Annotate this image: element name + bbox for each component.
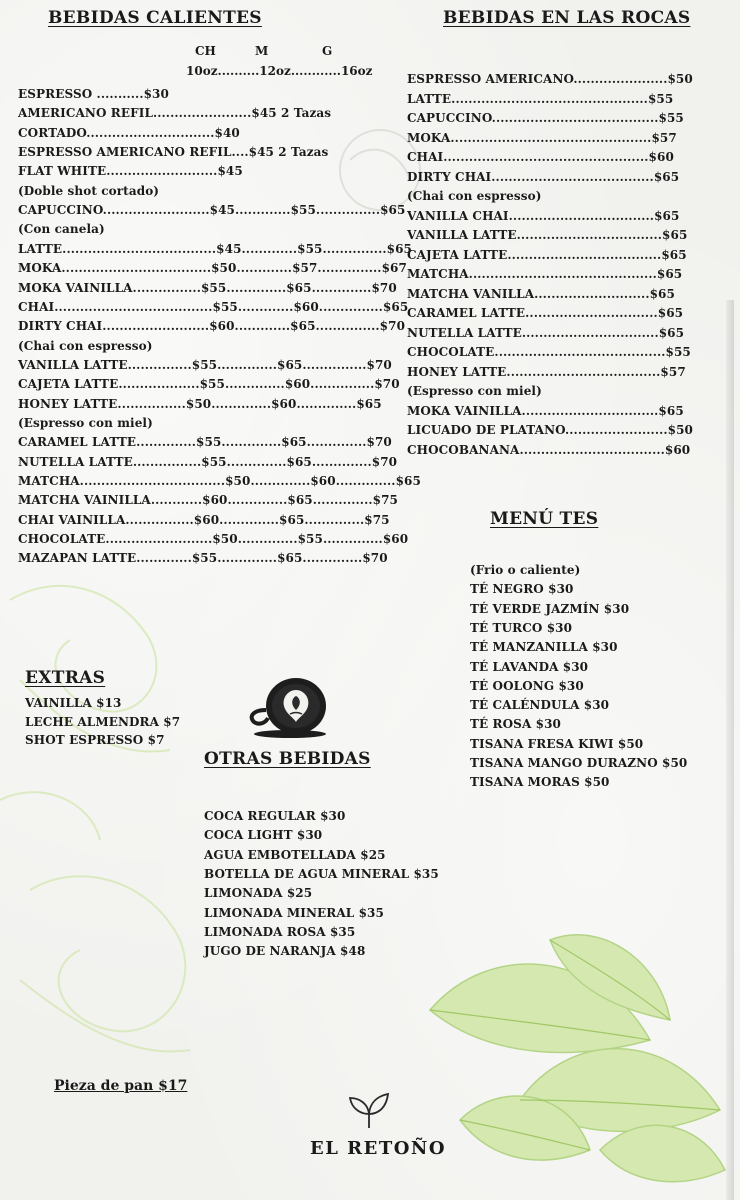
hot-drink-line: FLAT WHITE..........................$45 bbox=[18, 164, 243, 179]
iced-drink-line: CAJETA LATTE....................................$65 bbox=[407, 247, 687, 262]
tea-line: TÉ TURCO $30 bbox=[470, 620, 573, 635]
other-drink-line: AGUA EMBOTELLADA $25 bbox=[204, 847, 386, 862]
other-drink-line: JUGO DE NARANJA $48 bbox=[204, 944, 366, 959]
hot-drink-line: HONEY LATTE................$50..............$60..............$65 bbox=[18, 396, 382, 411]
other-drink-line: BOTELLA DE AGUA MINERAL $35 bbox=[204, 866, 439, 881]
tea-line: TÉ CALÉNDULA $30 bbox=[470, 698, 610, 713]
page-edge-shadow bbox=[726, 300, 734, 1200]
iced-drink-line: ESPRESSO AMERICANO......................$50 bbox=[407, 72, 693, 86]
iced-drink-line: VANILLA CHAI..................................$65 bbox=[407, 208, 680, 223]
other-drink-line: LIMONADA $25 bbox=[204, 886, 313, 901]
iced-drink-line: LICUADO DE PLATANO........................$50 bbox=[407, 423, 694, 437]
extra-line: LECHE ALMENDRA $7 bbox=[25, 714, 181, 729]
tea-line: TÉ LAVANDA $30 bbox=[470, 659, 589, 674]
hot-drink-line: CHAI.....................................$55.............$60...............$65 bbox=[18, 299, 409, 314]
hot-drink-line: CAPUCCINO.........................$45.............$55...............$65 bbox=[18, 203, 406, 218]
iced-drink-line: NUTELLA LATTE................................$65 bbox=[407, 325, 685, 340]
hot-drink-line: (Chai con espresso) bbox=[18, 338, 153, 353]
hot-drinks-title: BEBIDAS CALIENTES bbox=[48, 8, 262, 28]
tea-line: TISANA FRESA KIWI $50 bbox=[470, 736, 644, 751]
iced-drink-line: VANILLA LATTE..................................$65 bbox=[407, 228, 688, 242]
tea-line: TISANA MORAS $50 bbox=[470, 775, 610, 790]
hot-drink-line: ESPRESSO AMERICANO REFIL....$45 2 Tazas bbox=[18, 145, 329, 160]
brand-name: EL RETOÑO bbox=[310, 1138, 447, 1159]
iced-drink-line: DIRTY CHAI......................................$65 bbox=[407, 169, 680, 184]
hot-drink-line: MATCHA..................................$50..............$60..............$65 bbox=[18, 474, 421, 488]
iced-drink-line: MATCHA............................................$65 bbox=[407, 267, 683, 281]
tea-line: TÉ ROSA $30 bbox=[470, 717, 561, 732]
iced-drinks-title: BEBIDAS EN LAS ROCAS bbox=[443, 8, 691, 28]
latte-art-cup-icon bbox=[244, 676, 330, 740]
iced-drink-line: (Espresso con miel) bbox=[407, 384, 542, 398]
other-drinks-title: OTRAS BEBIDAS bbox=[204, 749, 371, 769]
iced-drink-line: CHAI................................................$60 bbox=[407, 150, 674, 164]
tea-line: TÉ NEGRO $30 bbox=[470, 582, 574, 597]
hot-drink-line: VANILLA LATTE...............$55..............$65...............$70 bbox=[18, 357, 392, 372]
sprout-logo-icon bbox=[342, 1090, 396, 1130]
hot-drink-line: AMERICANO REFIL.......................$45 2 Tazas bbox=[18, 106, 332, 121]
size-ounces: 10oz..........12oz............16oz bbox=[186, 64, 373, 78]
tea-line: TÉ VERDE JAZMÍN $30 bbox=[470, 601, 630, 616]
hot-drink-line: CHOCOLATE.........................$50..............$55..............$60 bbox=[18, 532, 409, 547]
hot-drink-line: LATTE....................................$45.............$55...............$65 bbox=[18, 241, 412, 256]
line-art-flower-icon bbox=[0, 560, 220, 1120]
hot-drink-line: CAJETA LATTE...................$55..............$60...............$70 bbox=[18, 377, 400, 392]
extras-title: EXTRAS bbox=[25, 668, 106, 688]
tea-menu-title: MENÚ TES bbox=[490, 509, 599, 529]
tea-line: TISANA MANGO DURAZNO $50 bbox=[470, 756, 688, 770]
other-drink-line: LIMONADA ROSA $35 bbox=[204, 924, 356, 939]
tea-line: (Frio o caliente) bbox=[470, 563, 581, 577]
iced-drink-line: HONEY LATTE....................................$57 bbox=[407, 364, 686, 379]
iced-drink-line: (Chai con espresso) bbox=[407, 189, 542, 203]
iced-drink-line: LATTE..............................................$55 bbox=[407, 91, 674, 106]
hot-drink-line: (Espresso con miel) bbox=[18, 415, 153, 430]
hot-drink-line: ESPRESSO ...........$30 bbox=[18, 87, 169, 101]
bread-price: Pieza de pan $17 bbox=[54, 1078, 188, 1094]
extra-line: VAINILLA $13 bbox=[25, 696, 122, 710]
hot-drink-line: MAZAPAN LATTE.............$55..............$65..............$70 bbox=[18, 551, 388, 566]
iced-drink-line: MOKA VAINILLA................................$65 bbox=[407, 403, 684, 418]
iced-drink-line: MOKA...............................................$57 bbox=[407, 130, 677, 145]
iced-drink-line: CAPUCCINO.......................................$55 bbox=[407, 111, 684, 125]
other-drink-line: COCA LIGHT $30 bbox=[204, 828, 323, 843]
other-drink-line: COCA REGULAR $30 bbox=[204, 809, 346, 823]
hot-drink-line: MATCHA VAINILLA............$60..............$65..............$75 bbox=[18, 493, 398, 508]
tea-line: TÉ MANZANILLA $30 bbox=[470, 640, 618, 655]
leaf-decoration-icon bbox=[400, 920, 730, 1200]
hot-drink-line: DIRTY CHAI.........................$60.............$65...............$70 bbox=[18, 319, 406, 334]
hot-drink-line: MOKA...................................$50.............$57...............$67 bbox=[18, 261, 407, 276]
hot-drink-line: (Doble shot cortado) bbox=[18, 183, 160, 198]
hot-drink-line: (Con canela) bbox=[18, 222, 105, 237]
iced-drink-line: MATCHA VANILLA...........................$65 bbox=[407, 286, 675, 301]
other-drink-line: LIMONADA MINERAL $35 bbox=[204, 905, 384, 920]
hot-drink-line: CHAI VAINILLA................$60..............$65..............$75 bbox=[18, 512, 390, 527]
hot-drink-line: NUTELLA LATTE................$55..............$65..............$70 bbox=[18, 454, 398, 469]
size-label-ch: CH bbox=[195, 44, 216, 58]
iced-drink-line: CARAMEL LATTE...............................$65 bbox=[407, 306, 684, 320]
size-label-m: M bbox=[255, 44, 269, 58]
hot-drink-line: MOKA VAINILLA................$55..............$65..............$70 bbox=[18, 280, 397, 295]
size-label-g: G bbox=[322, 44, 333, 58]
iced-drink-line: CHOCOBANANA..................................$60 bbox=[407, 442, 691, 457]
hot-drink-line: CARAMEL LATTE..............$55..............$65..............$70 bbox=[18, 435, 392, 450]
extra-line: SHOT ESPRESSO $7 bbox=[25, 733, 165, 747]
iced-drink-line: CHOCOLATE........................................$55 bbox=[407, 345, 691, 359]
tea-line: TÉ OOLONG $30 bbox=[470, 678, 584, 693]
hot-drink-line: CORTADO..............................$40 bbox=[18, 125, 240, 140]
